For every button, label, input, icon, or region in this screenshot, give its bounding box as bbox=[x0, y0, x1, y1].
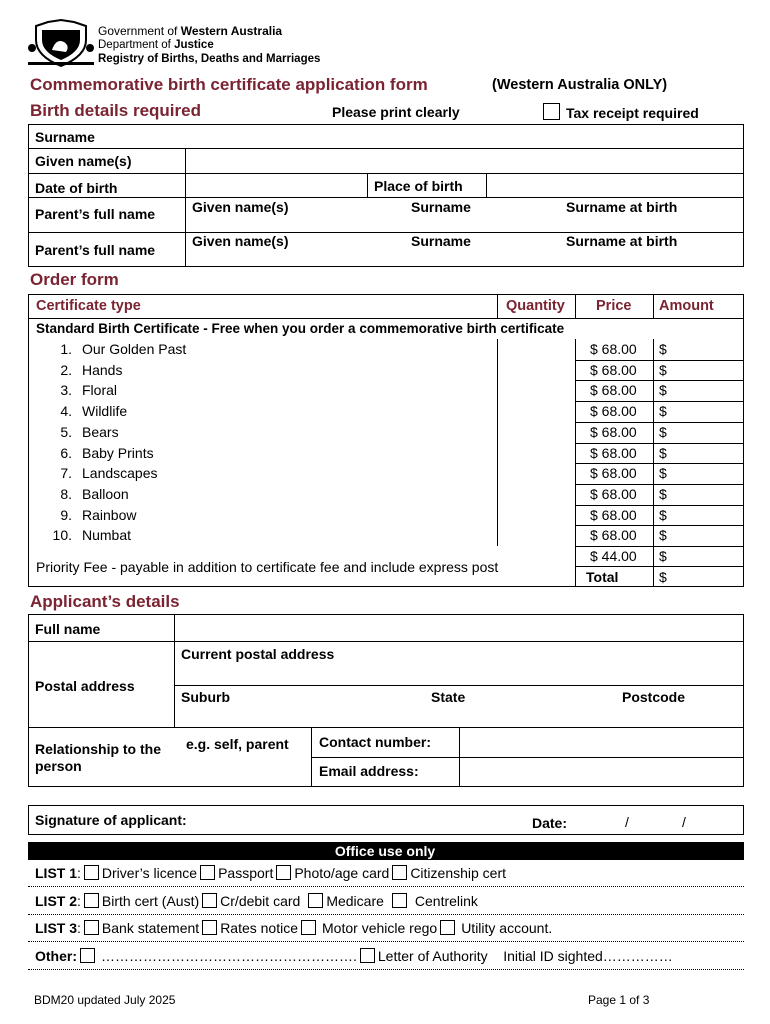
priority-price: $ 44.00 bbox=[590, 548, 637, 564]
gov-line: Government of Western Australia bbox=[98, 24, 283, 38]
office-use-heading: Office use only bbox=[334, 843, 436, 859]
email-field[interactable] bbox=[460, 758, 743, 786]
col-price: Price bbox=[596, 298, 632, 314]
email-label: Email address: bbox=[319, 763, 419, 779]
col-amount: Amount bbox=[659, 298, 714, 314]
full-name-field[interactable] bbox=[175, 615, 743, 640]
place-of-birth-label: Place of birth bbox=[374, 178, 463, 194]
item-quantity-field[interactable] bbox=[498, 401, 574, 422]
parent1-given-label: Given name(s) bbox=[192, 199, 289, 215]
item-number: 1. bbox=[60, 341, 72, 357]
parent1-surname-birth-label: Surname at birth bbox=[566, 199, 678, 215]
contact-number-label: Contact number: bbox=[319, 734, 431, 750]
item-quantity-field[interactable] bbox=[498, 380, 574, 401]
form-title: Commemorative birth certificate application form bbox=[30, 75, 428, 94]
item-price: $ 68.00 bbox=[590, 382, 637, 399]
item-amount[interactable]: $ bbox=[659, 485, 667, 502]
date-slash-2: / bbox=[682, 814, 686, 830]
footer-page: Page 1 of 3 bbox=[588, 993, 650, 1007]
list3-check-2[interactable] bbox=[301, 920, 316, 935]
item-price: $ 68.00 bbox=[590, 485, 637, 502]
parent2-field[interactable] bbox=[186, 233, 743, 266]
item-number: 7. bbox=[60, 465, 72, 482]
item-quantity-field[interactable] bbox=[498, 443, 574, 464]
item-number: 3. bbox=[60, 382, 72, 399]
item-amount[interactable]: $ bbox=[659, 382, 667, 399]
postcode-label: Postcode bbox=[622, 689, 686, 705]
item-amount[interactable]: $ bbox=[659, 341, 667, 357]
order-form-heading: Order form bbox=[30, 270, 119, 289]
contact-number-field[interactable] bbox=[460, 728, 743, 756]
list1-check-0[interactable] bbox=[84, 865, 99, 880]
item-quantity-field[interactable] bbox=[498, 463, 574, 484]
item-number: 5. bbox=[60, 423, 72, 440]
wa-crest-logo bbox=[28, 18, 94, 68]
parent1-surname-label: Surname bbox=[411, 199, 471, 215]
item-quantity-field[interactable] bbox=[498, 525, 574, 546]
tax-receipt-checkbox[interactable]: Tax receipt required bbox=[543, 103, 699, 121]
priority-amount[interactable]: $ bbox=[659, 548, 667, 564]
letter-check[interactable] bbox=[360, 948, 375, 963]
list1-row: LIST 1: Driver’s licence Passport Photo/age card Citizenship cert bbox=[35, 865, 507, 881]
item-price: $ 68.00 bbox=[590, 403, 637, 420]
place-of-birth-field[interactable] bbox=[487, 174, 743, 196]
form-scope: (Western Australia ONLY) bbox=[492, 77, 668, 93]
birth-details-heading: Birth details required bbox=[30, 101, 201, 120]
item-number: 9. bbox=[60, 506, 72, 523]
signature-label: Signature of applicant: bbox=[35, 812, 187, 828]
dept-line: Department of Justice bbox=[98, 39, 214, 51]
item-quantity-field[interactable] bbox=[498, 505, 574, 526]
date-label: Date: bbox=[532, 815, 568, 831]
parent2-given-label: Given name(s) bbox=[192, 233, 289, 249]
item-name: Wildlife bbox=[82, 403, 128, 420]
given-names-label: Given name(s) bbox=[35, 153, 132, 169]
surname-label: Surname bbox=[35, 129, 95, 145]
other-check[interactable] bbox=[80, 948, 95, 963]
item-price: $ 68.00 bbox=[590, 465, 637, 482]
priority-fee-label: Priority Fee - payable in addition to certificate fee and include express post bbox=[36, 559, 499, 575]
item-price: $ 68.00 bbox=[590, 423, 637, 440]
registry-line: Registry of Births, Deaths and Marriages bbox=[98, 53, 321, 65]
dob-label: Date of birth bbox=[35, 180, 118, 196]
list3-check-3[interactable] bbox=[440, 920, 455, 935]
current-postal-label: Current postal address bbox=[181, 646, 335, 662]
item-price: $ 68.00 bbox=[590, 444, 637, 461]
relationship-label: Relationship to the person bbox=[35, 741, 161, 774]
relationship-example: e.g. self, parent bbox=[186, 736, 289, 752]
list3-row: LIST 3: Bank statement Rates notice Motor vehicle rego Utility account. bbox=[35, 920, 553, 936]
item-name: Baby Prints bbox=[82, 444, 154, 461]
item-name: Bears bbox=[82, 423, 119, 440]
list2-check-0[interactable] bbox=[84, 893, 99, 908]
total-label: Total bbox=[586, 569, 619, 585]
applicant-heading: Applicant’s details bbox=[30, 592, 180, 611]
postal-address-label: Postal address bbox=[35, 678, 135, 694]
item-price: $ 68.00 bbox=[590, 527, 637, 544]
item-number: 6. bbox=[60, 444, 72, 461]
item-amount[interactable]: $ bbox=[659, 361, 667, 378]
list1-check-3[interactable] bbox=[392, 865, 407, 880]
item-number: 4. bbox=[60, 403, 72, 420]
list2-check-3[interactable] bbox=[392, 893, 407, 908]
item-number: 2. bbox=[60, 361, 72, 378]
item-quantity-field[interactable] bbox=[498, 339, 574, 360]
postal-address-field[interactable] bbox=[175, 642, 743, 684]
item-number: 8. bbox=[60, 485, 72, 502]
item-amount[interactable]: $ bbox=[659, 444, 667, 461]
other-row: Other: ………………………………………………. Letter of Authority Initial ID sighted…………… bbox=[35, 948, 673, 964]
item-price: $ 68.00 bbox=[590, 506, 637, 523]
item-amount[interactable]: $ bbox=[659, 403, 667, 420]
item-number: 10. bbox=[52, 527, 72, 544]
item-price: $ 68.00 bbox=[590, 341, 637, 357]
item-amount[interactable]: $ bbox=[659, 506, 667, 523]
parent2-surname-birth-label: Surname at birth bbox=[566, 233, 678, 249]
item-amount[interactable]: $ bbox=[659, 527, 667, 544]
parent2-surname-label: Surname bbox=[411, 233, 471, 249]
parent1-label: Parent’s full name bbox=[35, 206, 156, 222]
full-name-label: Full name bbox=[35, 621, 101, 637]
parent1-field[interactable] bbox=[186, 198, 743, 231]
suburb-label: Suburb bbox=[181, 689, 230, 705]
col-quantity: Quantity bbox=[506, 298, 565, 314]
date-slash-1: / bbox=[625, 814, 629, 830]
list2-row: LIST 2: Birth cert (Aust) Cr/debit card Medicare Centrelink bbox=[35, 893, 478, 909]
list3-check-0[interactable] bbox=[84, 920, 99, 935]
item-name: Our Golden Past bbox=[82, 341, 187, 357]
item-name: Floral bbox=[82, 382, 118, 399]
item-name: Numbat bbox=[82, 527, 132, 544]
col-certificate-type: Certificate type bbox=[36, 298, 141, 314]
item-quantity-field[interactable] bbox=[498, 484, 574, 505]
item-quantity-field[interactable] bbox=[498, 360, 574, 381]
list2-check-1[interactable] bbox=[202, 893, 217, 908]
print-clearly-note: Please print clearly bbox=[332, 104, 460, 120]
list2-check-2[interactable] bbox=[308, 893, 323, 908]
given-names-field[interactable] bbox=[186, 149, 743, 172]
list1-check-2[interactable] bbox=[276, 865, 291, 880]
item-name: Rainbow bbox=[82, 506, 137, 523]
item-amount[interactable]: $ bbox=[659, 465, 667, 482]
state-label: State bbox=[431, 689, 466, 705]
parent2-label: Parent’s full name bbox=[35, 242, 156, 258]
item-quantity-field[interactable] bbox=[498, 422, 574, 443]
list1-check-1[interactable] bbox=[200, 865, 215, 880]
list3-check-1[interactable] bbox=[202, 920, 217, 935]
footer-code: BDM20 updated July 2025 bbox=[34, 993, 176, 1007]
item-name: Landscapes bbox=[82, 465, 158, 482]
dob-field[interactable] bbox=[186, 174, 366, 196]
item-name: Hands bbox=[82, 361, 123, 378]
total-amount[interactable]: $ bbox=[659, 569, 667, 585]
item-name: Balloon bbox=[82, 485, 129, 502]
item-price: $ 68.00 bbox=[590, 361, 637, 378]
standard-certificate-row: Standard Birth Certificate - Free when you order a commemorative birth certificate bbox=[36, 321, 565, 336]
item-amount[interactable]: $ bbox=[659, 423, 667, 440]
